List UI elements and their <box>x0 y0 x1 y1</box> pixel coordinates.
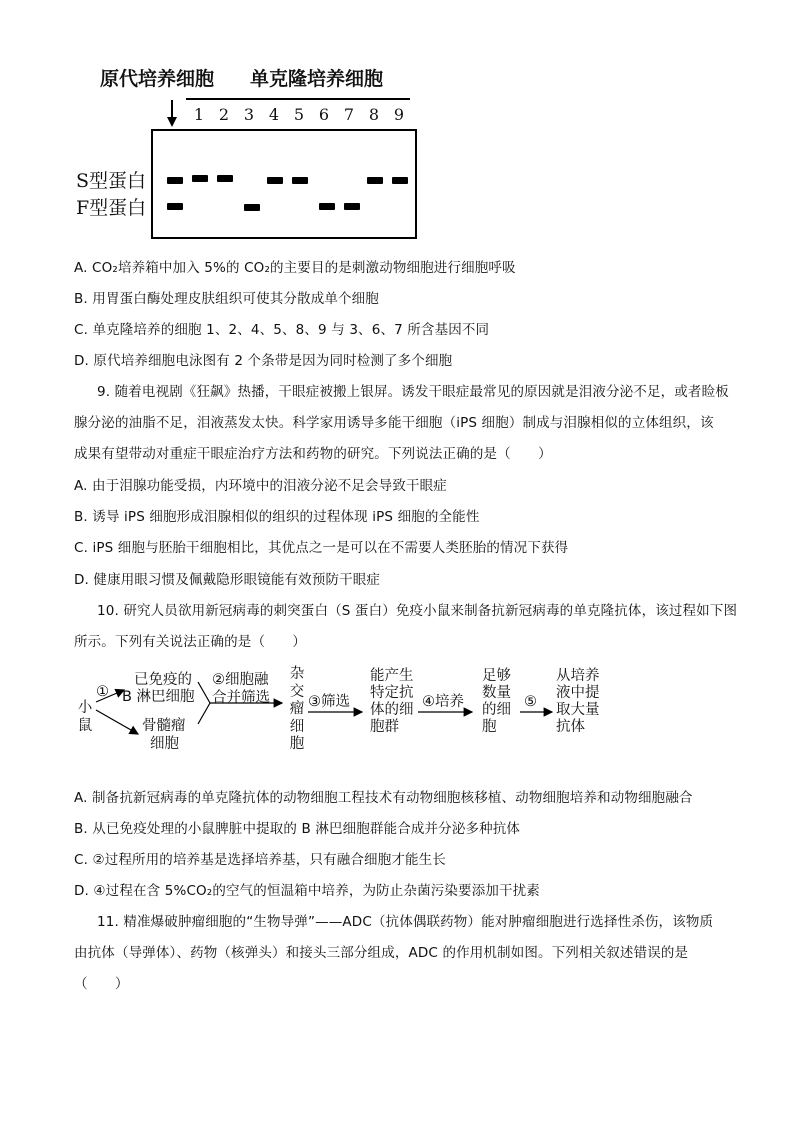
gel-band-s-lane2 <box>217 175 233 182</box>
gel-band-s-lane8 <box>367 177 383 184</box>
flow-step1-label: ① <box>96 684 109 700</box>
q9-stem-line: 成果有望带动对重症干眼症治疗方法和药物的研究。下列说法正确的是（ ） <box>74 446 552 462</box>
gel-title-monoclonal-culture: 单克隆培养细胞 <box>250 68 384 90</box>
flow-enough-line: 的细 <box>482 702 511 718</box>
lane-number: 9 <box>393 105 405 124</box>
gel-band-s-lane4 <box>267 177 283 184</box>
flow-hybridoma <box>288 666 306 754</box>
flow-antibody-cells-line: 胞群 <box>370 719 399 735</box>
flow-enough-line: 足够 <box>482 668 511 684</box>
q11-stem-line: 11. 精准爆破肿瘤细胞的“生物导弹”——ADC（抗体偶联药物）能对肿瘤细胞进行选择性杀伤，该物质 <box>97 914 714 930</box>
q8-option-c: C. 单克隆培养的细胞 1、2、4、5、8、9 与 3、6、7 所含基因不同 <box>74 322 490 338</box>
flow-step2-line: 合并筛选 <box>212 690 270 706</box>
gel-frame <box>151 129 417 239</box>
q10-stem-line: 10. 研究人员欲用新冠病毒的刺突蛋白（S 蛋白）免疫小鼠来制备抗新冠病毒的单克隆抗体，该过程如下图 <box>97 603 738 619</box>
lane-number: 8 <box>368 105 380 124</box>
flow-antibody-cells-line: 能产生 <box>370 668 414 684</box>
flow-step4-label: ④培养 <box>422 694 464 710</box>
flow-step2-line: ②细胞融 <box>212 672 269 688</box>
flow-hybridoma-char: 杂 <box>289 666 305 682</box>
flow-hybridoma-char: 瘤 <box>289 701 305 717</box>
flow-step5-label: ⑤ <box>524 694 537 710</box>
flow-b-cell-line: B 淋巴细胞 <box>122 689 195 705</box>
flow-extract-antibody <box>556 668 600 736</box>
flow-enough-line: 数量 <box>482 685 511 701</box>
q9-option-c: C. iPS 细胞与胚胎干细胞相比，其优点之一是可以在不需要人类胚胎的情况下获得 <box>74 540 569 556</box>
q8-option-d: D. 原代培养细胞电泳图有 2 个条带是因为同时检测了多个细胞 <box>74 353 453 369</box>
q8-option-b: B. 用胃蛋白酶处理皮肤组织可使其分散成单个细胞 <box>74 291 379 307</box>
q10-option-d: D. ④过程在含 5%CO₂的空气的恒温箱中培养，为防止杂菌污染要添加干扰素 <box>74 883 540 899</box>
gel-label-s-protein: S型蛋白 <box>76 170 147 192</box>
flow-hybridoma-char: 胞 <box>289 736 305 752</box>
flow-antibody-cells <box>370 668 414 736</box>
lane-number: 7 <box>343 105 355 124</box>
gel-monoclonal-bracket-line <box>186 98 410 100</box>
gel-band-f-lane3 <box>244 204 260 211</box>
q11-stem-line: （ ） <box>74 976 129 992</box>
q9-option-d: D. 健康用眼习惯及佩戴隐形眼镜能有效预防干眼症 <box>74 572 381 588</box>
flow-hybridoma-char: 交 <box>289 683 305 700</box>
flow-marrow-line: 骨髓瘤 <box>142 718 186 734</box>
q10-option-c: C. ②过程所用的培养基是选择培养基，只有融合细胞才能生长 <box>74 852 446 868</box>
q9-option-b: B. 诱导 iPS 细胞形成泪腺相似的组织的过程体现 iPS 细胞的全能性 <box>74 509 480 525</box>
q9-stem-line: 9. 随着电视剧《狂飙》热播，干眼症被搬上银屏。诱发干眼症最常见的原因就是泪液分泌不足，或者睑板 <box>97 384 729 400</box>
flow-hybridoma-char: 细 <box>289 718 305 735</box>
lane-number: 5 <box>293 105 305 124</box>
gel-band-s-primary <box>167 177 183 184</box>
q10-option-a: A. 制备抗新冠病毒的单克隆抗体的动物细胞工程技术有动物细胞核移植、动物细胞培养和动物细胞融合 <box>74 790 693 806</box>
flow-b-cell-line: 已免疫的 <box>134 672 192 688</box>
q10-option-b: B. 从已免疫处理的小鼠脾脏中提取的 B 淋巴细胞群能合成并分泌多种抗体 <box>74 821 521 837</box>
q10-stem-line: 所示。下列有关说法正确的是（ ） <box>74 634 307 650</box>
flow-step3-label: ③筛选 <box>308 694 350 710</box>
flow-antibody-cells-line: 特定抗 <box>370 685 414 701</box>
gel-band-f-lane7 <box>344 203 360 210</box>
flow-enough-line: 胞 <box>482 719 497 735</box>
flow-extract-line: 取大量 <box>556 702 600 718</box>
gel-band-s-lane1 <box>192 175 208 182</box>
gel-band-f-primary <box>167 203 183 210</box>
lane-number: 3 <box>243 105 255 124</box>
flow-mouse <box>76 700 94 735</box>
gel-band-f-lane6 <box>319 203 335 210</box>
gel-band-s-lane9 <box>392 177 408 184</box>
lane-number: 4 <box>268 105 280 124</box>
gel-label-f-protein: F型蛋白 <box>76 197 147 219</box>
gel-title-primary-culture: 原代培养细胞 <box>100 68 215 90</box>
lane-number: 1 <box>193 105 205 124</box>
q9-stem-line: 腺分泌的油脂不足，泪液蒸发太快。科学家用诱导多能干细胞（iPS 细胞）制成与泪腺相似的立体组织，该 <box>74 415 714 431</box>
flow-extract-line: 抗体 <box>556 719 585 735</box>
q8-option-a: A. CO₂培养箱中加入 5%的 CO₂的主要目的是刺激动物细胞进行细胞呼吸 <box>74 260 516 276</box>
flow-extract-line: 从培养 <box>556 668 600 684</box>
q9-option-a: A. 由于泪腺功能受损，内环境中的泪液分泌不足会导致干眼症 <box>74 478 447 494</box>
flow-marrow-line: 细胞 <box>150 736 179 752</box>
flow-mouse-char: 鼠 <box>77 717 93 734</box>
flow-mouse-char: 小 <box>77 700 93 716</box>
flow-antibody-cells-line: 体的细 <box>370 702 414 718</box>
q11-stem-line: 由抗体（导弹体）、药物（核弹头）和接头三部分组成，ADC 的作用机制如图。下列相关叙述错误的是 <box>74 945 689 961</box>
gel-band-s-lane5 <box>292 177 308 184</box>
lane-number: 6 <box>318 105 330 124</box>
down-arrow-icon <box>164 100 180 128</box>
lane-number: 2 <box>218 105 230 124</box>
flow-extract-line: 液中提 <box>556 685 600 701</box>
flow-enough-cells <box>482 668 511 736</box>
